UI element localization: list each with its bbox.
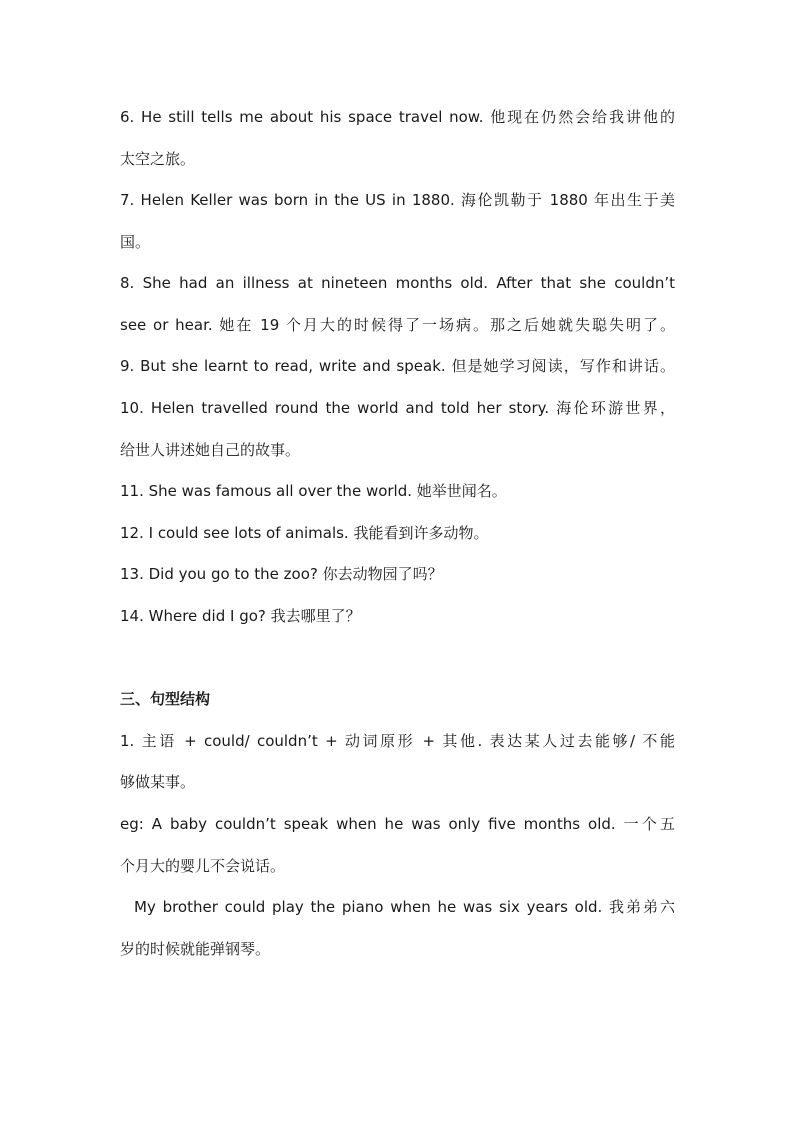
sentence-6-line-2: 太空之旅。 <box>120 150 196 168</box>
sentence-13: 13. Did you go to the zoo? 你去动物园了吗？ <box>120 565 443 583</box>
sentence-8-line-1: 8. She had an illness at nineteen months old. After that she couldn’t <box>120 274 675 292</box>
sentence-7-line-1: 7. Helen Keller was born in the US in 1880. 海伦凯勒于 1880 年出生于美 <box>120 191 675 209</box>
pattern-1-line-1: 1. 主语 + could/ couldn’t + 动词原形 + 其他. 表达某人过去能够/ 不能 <box>120 732 675 750</box>
sentence-10-line-2: 给世人讲述她自己的故事。 <box>120 441 301 459</box>
section-heading: 三、句型结构 <box>120 690 211 708</box>
example-2-line-1: My brother could play the piano when he was six years old. 我弟弟六 <box>134 898 675 916</box>
pattern-1-line-2: 够做某事。 <box>120 773 196 791</box>
sentence-9: 9. But she learnt to read, write and speak. 但是她学习阅读，写作和讲话。 <box>120 357 675 375</box>
example-1-line-1: eg: A baby couldn’t speak when he was only five months old. 一个五 <box>120 815 675 833</box>
sentence-7-line-2: 国。 <box>120 233 151 251</box>
example-1-line-2: 个月大的婴儿不会说话。 <box>120 857 286 875</box>
sentence-8-line-2: see or hear. 她在 19 个月大的时候得了一场病。那之后她就失聪失明了。 <box>120 316 675 334</box>
example-2-line-2: 岁的时候就能弹钢琴。 <box>120 940 271 958</box>
sentence-12: 12. I could see lots of animals. 我能看到许多动物。 <box>120 524 489 542</box>
sentence-14: 14. Where did I go? 我去哪里了？ <box>120 607 361 625</box>
sentence-11: 11. She was famous all over the world. 她举世闻名。 <box>120 482 507 500</box>
sentence-10-line-1: 10. Helen travelled round the world and told her story. 海伦环游世界， <box>120 399 675 417</box>
sentence-6-line-1: 6. He still tells me about his space travel now. 他现在仍然会给我讲他的 <box>120 108 675 126</box>
